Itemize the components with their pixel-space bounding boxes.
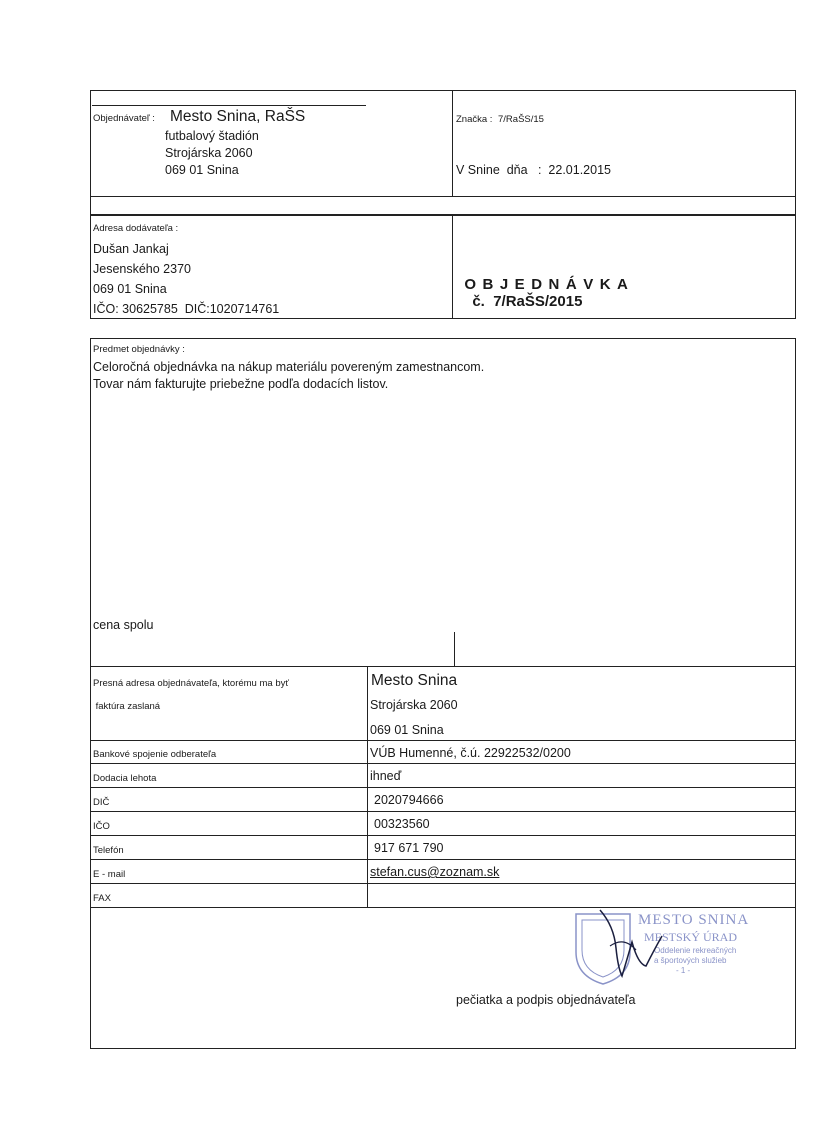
- supplier-line: IČO: 30625785 DIČ:1020714761: [93, 302, 280, 316]
- row-divider: [90, 763, 796, 764]
- mark-value: 7/RaŠS/15: [498, 114, 544, 125]
- stamp-line: MESTSKÝ ÚRAD: [644, 930, 738, 944]
- row-divider: [90, 835, 796, 836]
- row-divider: [90, 787, 796, 788]
- order-title-word: OBJEDNÁVKA: [464, 276, 635, 293]
- invoice-address-label: Presná adresa objednávateľa, ktorému ma byť: [93, 678, 289, 689]
- stamp-line: - 1 -: [676, 966, 691, 975]
- row-value-email[interactable]: stefan.cus@zoznam.sk: [370, 865, 500, 879]
- orderer-address-line: 069 01 Snina: [165, 163, 239, 177]
- place-date: V Snine dňa : 22.01.2015: [456, 163, 611, 177]
- row-divider: [90, 883, 796, 884]
- row-divider: [90, 811, 796, 812]
- stamp-line: MESTO SNINA: [638, 912, 750, 928]
- subject-line: Celoročná objednávka na nákup materiálu povereným zamestnancom.: [93, 360, 485, 374]
- order-number: č. 7/RaŠS/2015: [472, 293, 583, 310]
- orderer-address-line: futbalový štadión: [165, 129, 259, 143]
- signature-icon: [592, 906, 672, 986]
- invoice-name: Mesto Snina: [371, 672, 458, 689]
- subject-label: Predmet objednávky :: [93, 344, 185, 355]
- row-value-ico: 00323560: [374, 817, 430, 831]
- orderer-address-line: Strojárska 2060: [165, 146, 253, 160]
- header-vertical-divider: [452, 90, 453, 196]
- stamp-line: a športových služieb: [654, 956, 727, 965]
- signature-label: pečiatka a podpis objednávateľa: [456, 993, 636, 1007]
- total-divider: [454, 632, 455, 667]
- orderer-underline: [92, 105, 366, 106]
- supplier-line: 069 01 Snina: [93, 282, 167, 296]
- supplier-line: Jesenského 2370: [93, 262, 191, 276]
- orderer-name: Mesto Snina, RaŠS: [170, 108, 306, 125]
- row-divider: [90, 740, 796, 741]
- row-value-delivery: ihneď: [370, 769, 402, 783]
- stamp-line: Oddelenie rekreačných: [654, 946, 737, 955]
- row-divider: [90, 907, 796, 908]
- row-label-phone: Telefón: [93, 845, 124, 856]
- total-label: cena spolu: [93, 618, 154, 632]
- invoice-city: 069 01 Snina: [370, 723, 444, 737]
- mark-label: Značka :: [456, 114, 493, 125]
- invoice-street: Strojárska 2060: [370, 698, 458, 712]
- row-label-ico: IČO: [93, 821, 110, 832]
- row-divider: [90, 859, 796, 860]
- header-divider: [90, 196, 796, 197]
- invoice-address-label: faktúra zaslaná: [93, 701, 161, 712]
- orderer-label: Objednávateľ :: [93, 113, 155, 124]
- supplier-label: Adresa dodávateľa :: [93, 223, 179, 234]
- row-label-fax: FAX: [93, 893, 111, 904]
- subject-line: Tovar nám fakturujte priebežne podľa dodacích listov.: [93, 377, 389, 391]
- supplier-vertical-divider: [452, 215, 453, 319]
- row-label-bank: Bankové spojenie odberateľa: [93, 749, 217, 760]
- row-value-dic: 2020794666: [374, 793, 444, 807]
- row-label-email: E - mail: [93, 869, 126, 880]
- row-label-dic: DIČ: [93, 797, 110, 808]
- order-title: [456, 259, 634, 310]
- row-value-phone: 917 671 790: [374, 841, 444, 855]
- row-value-bank: VÚB Humenné, č.ú. 22922532/0200: [370, 746, 571, 760]
- row-label-delivery: Dodacia lehota: [93, 773, 157, 784]
- supplier-line: Dušan Jankaj: [93, 242, 169, 256]
